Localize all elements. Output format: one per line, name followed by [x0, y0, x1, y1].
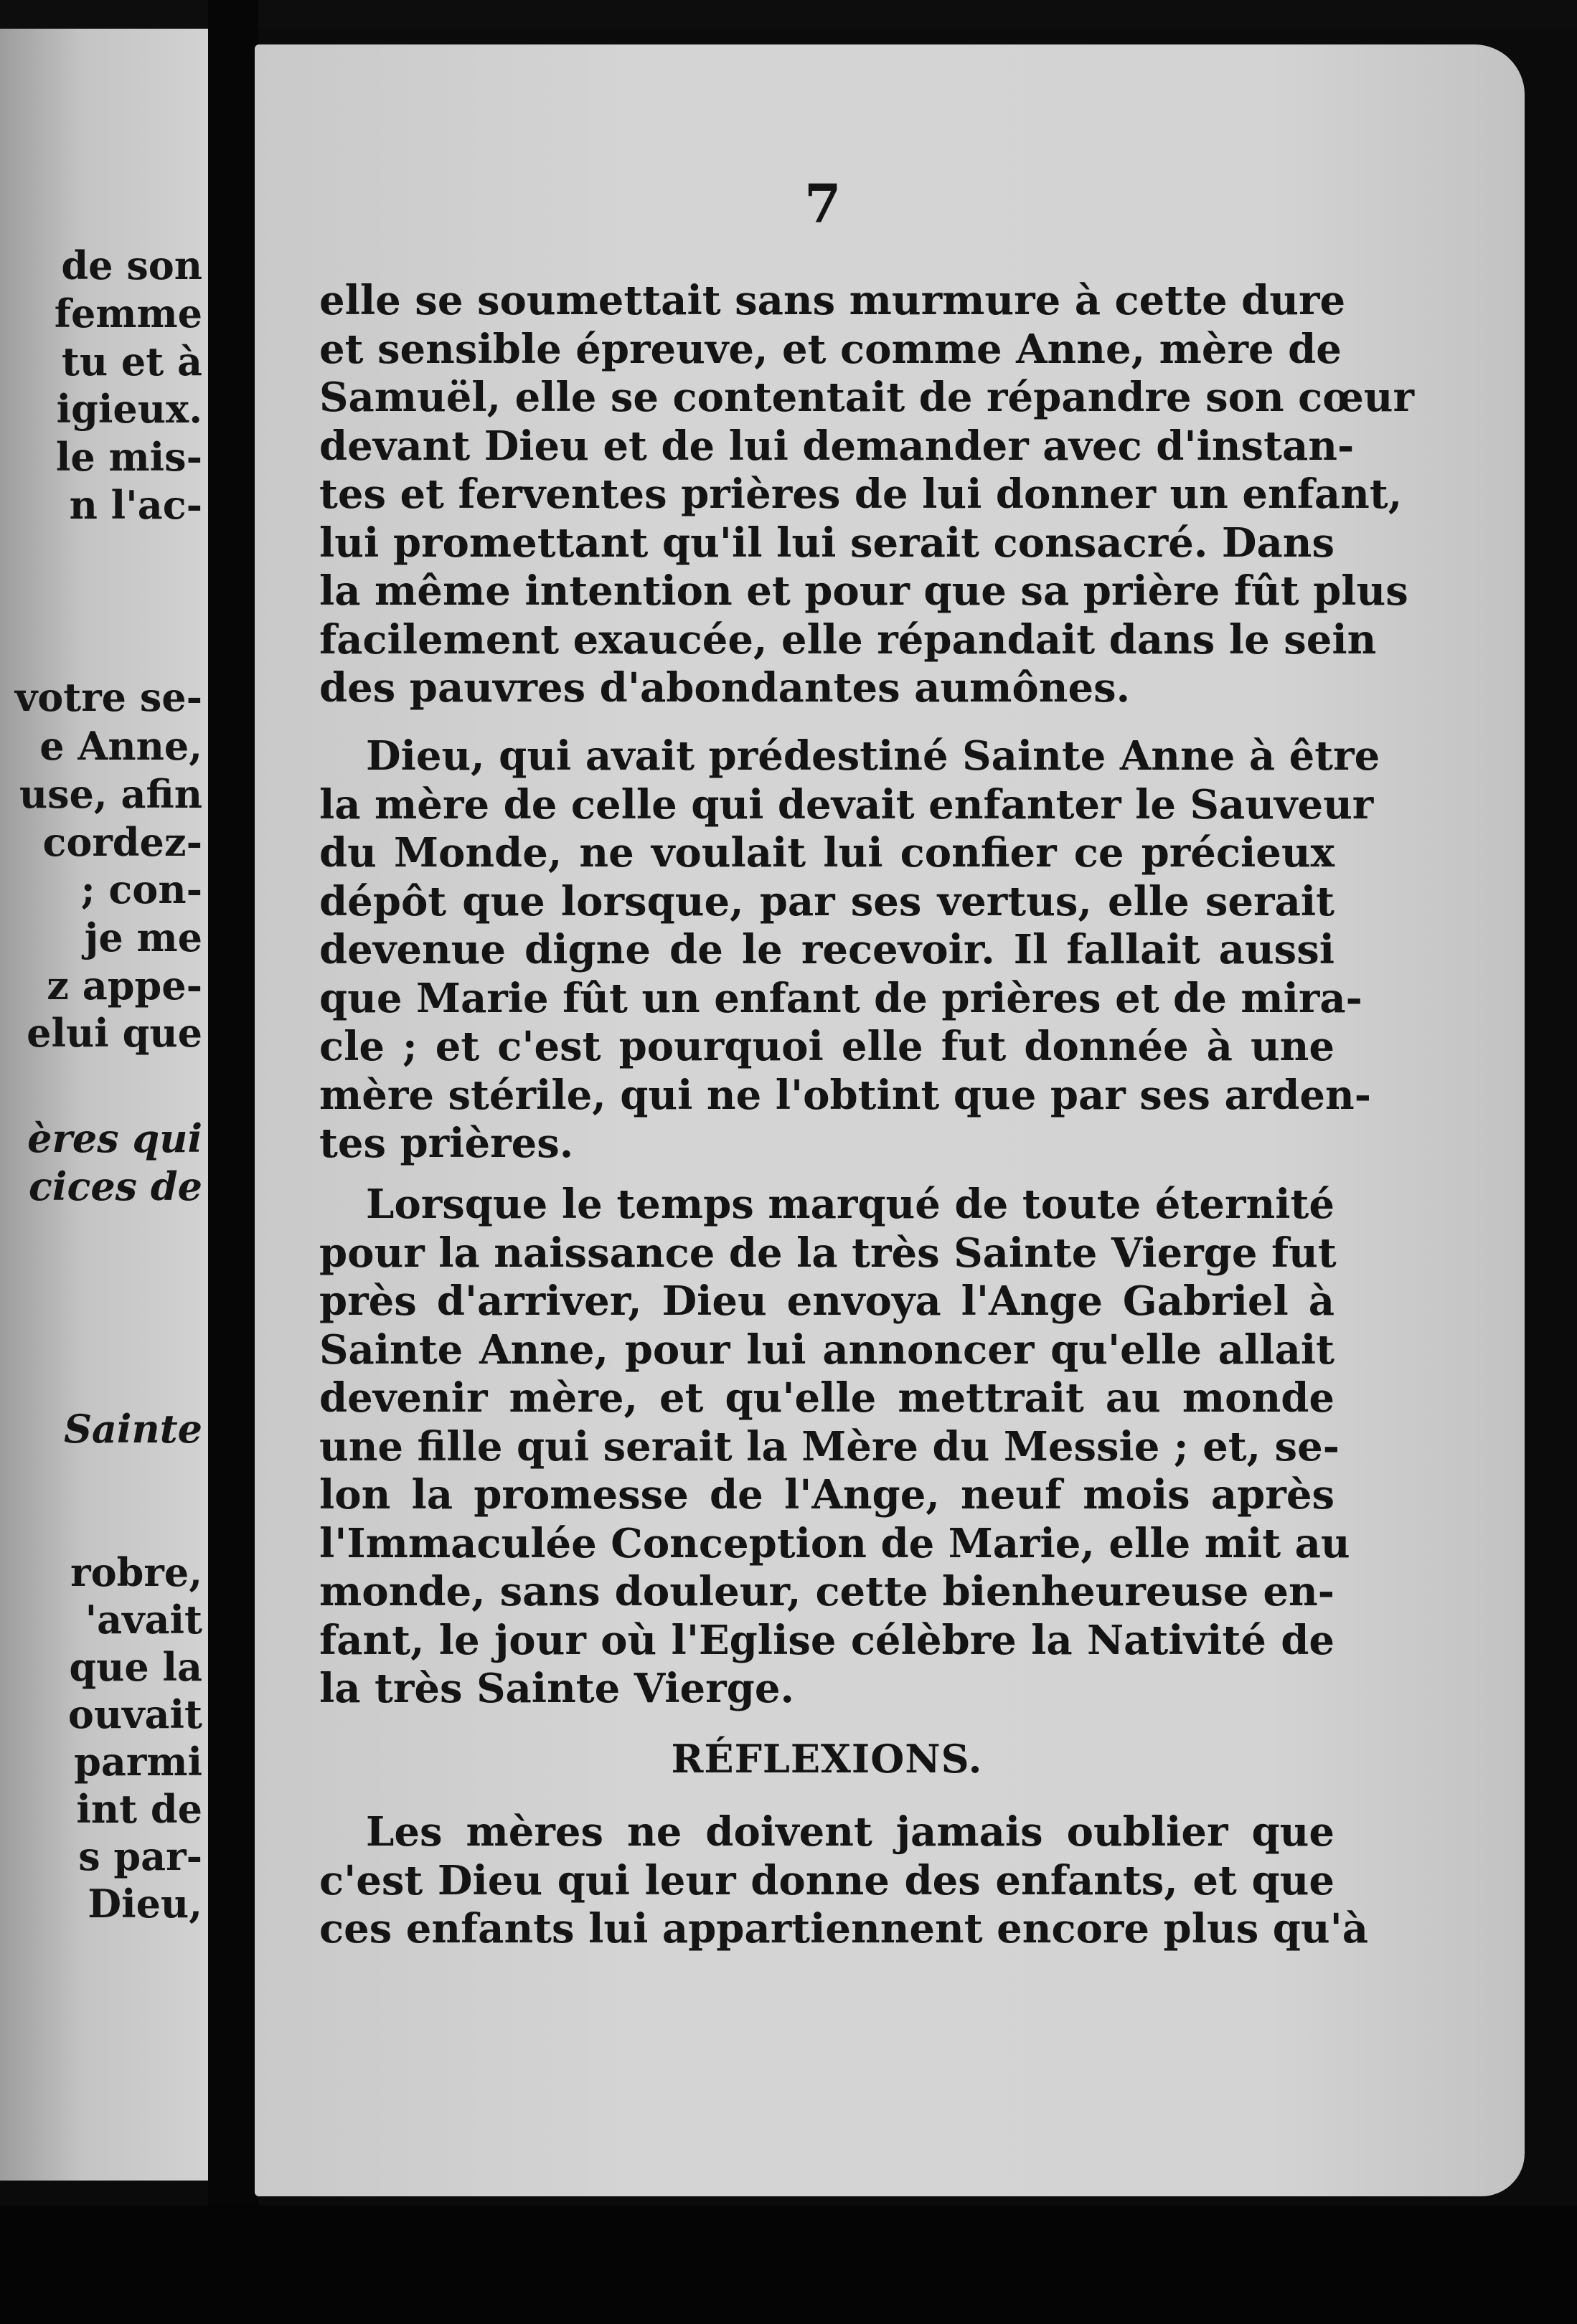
paragraph-line: la même intention et pour que sa prière fût plus — [319, 567, 1408, 615]
facing-page-line: e Anne, — [39, 723, 202, 769]
paragraph-line: du Monde, ne voulait lui confier ce précieux — [319, 829, 1334, 877]
paragraph-line: une fille qui serait la Mère du Messie ; et, se- — [319, 1423, 1340, 1470]
paragraph-line: elle se soumettait sans murmure à cette dure — [319, 277, 1346, 324]
facing-page-line: le mis- — [55, 434, 202, 480]
facing-page-line: Dieu, — [88, 1881, 202, 1927]
facing-page-line: s par- — [78, 1833, 202, 1879]
facing-page-line: Sainte — [63, 1406, 202, 1452]
paragraph-line: c'est Dieu qui leur donne des enfants, et que — [319, 1857, 1334, 1904]
facing-page-line: ères qui — [27, 1115, 202, 1161]
paragraph-line: monde, sans douleur, cette bienheureuse en- — [319, 1568, 1334, 1615]
paragraph-line: et sensible épreuve, et comme Anne, mère de — [319, 326, 1342, 373]
paragraph-line: des pauvres d'abondantes aumônes. — [319, 664, 1131, 712]
facing-page-line: z appe- — [47, 963, 202, 1009]
paragraph-line: la mère de celle qui devait enfanter le Sauveur — [319, 781, 1374, 828]
paragraph-line: l'Immaculée Conception de Marie, elle mit au — [319, 1520, 1350, 1567]
facing-page-line: votre se- — [14, 674, 202, 720]
paragraph-line: devant Dieu et de lui demander avec d'instan- — [319, 422, 1355, 470]
facing-page-line: elui que — [27, 1010, 202, 1056]
section-heading: RÉFLEXIONS. — [671, 1736, 983, 1782]
facing-page-line: robre, — [70, 1549, 202, 1595]
paragraph-line: la très Sainte Vierge. — [319, 1665, 794, 1712]
paragraph-line: tes prières. — [319, 1120, 574, 1167]
facing-page-line: ouvait — [67, 1691, 202, 1737]
facing-page-line: n l'ac- — [69, 482, 202, 528]
facing-page-line: 'avait — [85, 1597, 202, 1643]
facing-page-line: cordez- — [42, 819, 202, 865]
paragraph-line: cle ; et c'est pourquoi elle fut donnée à une — [319, 1023, 1334, 1070]
facing-page-line: je me — [84, 915, 202, 960]
facing-page-line: parmi — [74, 1739, 202, 1785]
facing-page-line: int de — [76, 1786, 202, 1832]
facing-page-line: ; con- — [80, 866, 202, 912]
facing-page-line: cices de — [29, 1163, 202, 1209]
paragraph-line: Dieu, qui avait prédestiné Sainte Anne à être — [366, 732, 1380, 780]
paragraph-line: mère stérile, qui ne l'obtint que par ses arden- — [319, 1072, 1371, 1119]
facing-page-line: use, afin — [19, 771, 202, 817]
paragraph-line: pour la naissance de la très Sainte Vierge fut — [319, 1229, 1337, 1277]
paragraph-line: lon la promesse de l'Ange, neuf mois après — [319, 1471, 1334, 1518]
page-number: 7 — [804, 174, 842, 235]
paragraph-line: Sainte Anne, pour lui annoncer qu'elle allait — [319, 1326, 1334, 1374]
paragraph-line: lui promettant qu'il lui serait consacré. Dans — [319, 519, 1334, 567]
facing-page-line: igieux. — [56, 386, 202, 432]
paragraph-line: devenue digne de le recevoir. Il fallait aussi — [319, 926, 1334, 973]
facing-page-fragment — [0, 29, 208, 2181]
book-gutter — [208, 0, 258, 2324]
paragraph-line: facilement exaucée, elle répandait dans le sein — [319, 616, 1377, 663]
paragraph-line: Samuël, elle se contentait de répandre son cœur — [319, 374, 1415, 421]
facing-page-line: femme — [54, 290, 202, 336]
paragraph-line: que Marie fût un enfant de prières et de mira- — [319, 975, 1362, 1022]
facing-page-line: tu et à — [61, 339, 202, 384]
paragraph-line: fant, le jour où l'Eglise célèbre la Nativité de — [319, 1617, 1334, 1664]
paragraph-line: Lorsque le temps marqué de toute éternité — [366, 1181, 1334, 1228]
paragraph-line: tes et ferventes prières de lui donner un enfant, — [319, 471, 1403, 518]
paragraph-line: dépôt que lorsque, par ses vertus, elle serait — [319, 878, 1334, 925]
scan-bottom-border — [0, 2206, 1577, 2324]
paragraph-line: devenir mère, et qu'elle mettrait au monde — [319, 1374, 1334, 1422]
paragraph-line: Les mères ne doivent jamais oublier que — [366, 1808, 1334, 1856]
facing-page-line: que la — [69, 1644, 202, 1690]
facing-page-line: de son — [61, 242, 202, 288]
paragraph-line: près d'arriver, Dieu envoya l'Ange Gabriel à — [319, 1277, 1334, 1325]
paragraph-line: ces enfants lui appartiennent encore plus qu'à — [319, 1905, 1369, 1952]
